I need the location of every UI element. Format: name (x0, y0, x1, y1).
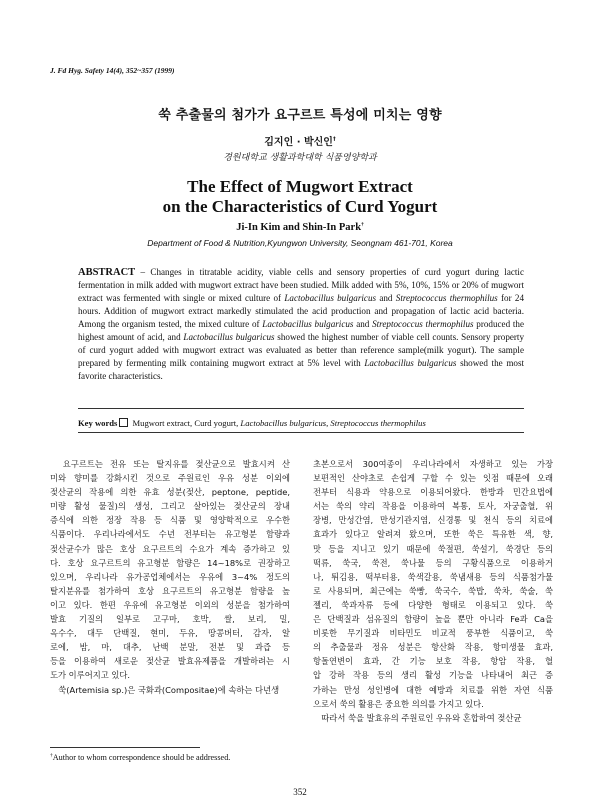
keyword-organism-1: Lactobacillus bulgaricus (240, 418, 327, 428)
abstract-text-5: produced the highest amount of acid, and (78, 319, 525, 342)
body-line: 식품이다. 우리나라에서도 수년 전부터는 유고형분 함량과 (50, 529, 290, 540)
abstract-organism-6: Lactobacillus bulgaricus (364, 358, 457, 368)
body-line: 항돌연변이 효과, 간 기능 보호 작용, 항암 작용, 혈 (313, 656, 553, 667)
abstract-organism-3: Lactobacillus bulgaricus (262, 319, 354, 329)
english-author-mark: † (361, 221, 364, 228)
abstract-organism-4: Streptococcus thermophilus (372, 319, 474, 329)
body-line: 으로서 쑥의 활용은 중요한 의의를 가지고 있다. (313, 698, 484, 709)
body-line: 젤리, 쑥과자류 등에 다양한 형태로 이용되고 있다. 쑥 (313, 599, 553, 610)
abstract-text-7: showed the most favorite characteristics. (78, 358, 525, 381)
keywords-text: Mugwort extract, Curd yogurt, (130, 418, 241, 428)
abstract-organism-1: Lactobacillus bulgaricus (284, 293, 377, 303)
korean-author-mark: † (332, 136, 336, 143)
korean-author-names: 김지인 · 박신인 (264, 137, 333, 148)
body-line: 증식에 의한 정장 작용 등 식품 및 영양학적으로 우수한 (50, 515, 290, 526)
english-title-line-1: The Effect of Mugwort Extract (187, 177, 413, 196)
body-line: 미량 활성 물질)의 생성, 그리고 살아있는 젖산균의 장내 (50, 501, 290, 512)
korean-authors (0, 133, 600, 148)
keywords-label: Key words (78, 418, 118, 428)
abstract-text-6: showed the highest number of viable cell counts. Sensory property of curd yogurt added with mugwort extract was evaluated as better than reference sample(milk yogurt). The sample prepared by fermenting milk containing mugwort extract at 5% level with (78, 332, 524, 368)
body-line: 등을 이용하여 새로운 젖산균 발효유제품을 개발하려는 시 (50, 656, 290, 667)
abstract-text-1: – Changes in titratable acidity, viable cells and sensory properties of curd yogurt during lactic fermentation in milk added with mugwort extract have been studied. Milk added with 5%, 10%, 15% or 20% of mugwort extract was fermented with single or mixed culture of (78, 267, 524, 303)
body-line: 가하는 만성 성인병에 대한 예방과 치료를 위한 자연 식품 (313, 684, 553, 695)
body-line: 도가 이루어지고 있다. (50, 670, 131, 681)
body-line: 젖산균의 작용에 의한 유효 성분(젖산, peptone, peptide, (50, 487, 290, 498)
keywords-top-rule (78, 408, 524, 409)
korean-affiliation: 경원대학교 생활과학대학 식품영양학과 (223, 153, 377, 163)
body-column-left (50, 457, 290, 697)
english-title-line-2: on the Characteristics of Curd Yogurt (162, 197, 438, 216)
keywords (78, 418, 524, 428)
keyword-organism-2: Streptococcus thermophilus (330, 418, 426, 428)
body-line: 다. 호상 요구르트의 유고형분 함량은 14~18%로 권장하고 (50, 557, 290, 568)
body-line: 쑥(Artemisia sp.)은 국화과(Compositae)에 속하는 다년생 (50, 684, 280, 695)
body-line: 전부터 식용과 약용으로 이용되어왔다. 한방과 민간요법에 (313, 487, 553, 498)
body-line: 맛 등을 지니고 있기 때문에 쑥절편, 쑥설기, 쑥경단 등의 (313, 543, 553, 554)
checkbox-glyph-icon (119, 418, 128, 427)
body-line: 요구르트는 전유 또는 탈지유를 젖산균으로 발효시켜 산 (50, 459, 290, 469)
abstract-organism-2: Streptococcus thermophilus (395, 293, 498, 303)
footnote-rule (50, 747, 200, 748)
body-line: 젖산균수가 많은 호상 요구르트의 수요가 계속 증가하고 있 (50, 543, 290, 554)
body-line: 이고 있다. 한편 우유에 유고형분 이외의 성분을 첨가하여 (50, 599, 290, 610)
body-line: 로 사용되며, 최근에는 쑥빵, 쑥국수, 쑥밥, 쑥차, 쑥술, 쑥 (313, 585, 553, 596)
body-line: 은 단백질과 섬유질의 함량이 높을 뿐만 아니라 Fe과 Ca을 (313, 614, 553, 625)
body-line: 떡류, 쑥국, 쑥전, 쑥나물 등의 구황식품으로 이용하거 (313, 557, 553, 568)
body-line: 나, 튀김용, 떡부터용, 쑥색갈용, 쑥냄새용 등의 식품첨가물 (313, 571, 553, 582)
abstract-text-3: for 24 hours. Addition of mugwort extract markedly stimulated the acid production and propagation of lactic acid bacteria. Among the organism tested, the mixed culture of (78, 293, 525, 329)
korean-title: 쑥 추출물의 첨가가 요구르트 특성에 미치는 영향 (158, 108, 442, 123)
body-line: 장병, 만성간염, 만성기관지염, 신경통 및 천식 등의 치료에 (313, 515, 553, 526)
body-line: 효과가 있다고 알려져 왔으며, 또한 쑥은 특유한 색, 향, (313, 529, 553, 540)
footnote-text: Author to whom correspondence should be addressed. (52, 753, 231, 762)
body-line: 압 강하 작용 등의 생리 활성 기능을 나타내어 최근 증 (313, 670, 553, 681)
body-line: 로에, 밤, 마, 대추, 난백 분말, 전분 및 과즙 등 (50, 642, 290, 653)
body-line: 보편적인 산야초로 손쉽게 구할 수 있는 잇점 때문에 오래 (313, 473, 553, 484)
abstract-label: ABSTRACT (78, 267, 136, 278)
abstract-text-2: and (376, 293, 396, 303)
page-number: 352 (293, 787, 307, 797)
abstract-organism-5: Lactobacillus bulgaricus (183, 332, 275, 342)
body-line: 탈지분유를 첨가하여 호상 요구르트의 유고형분 함량을 높 (50, 585, 290, 596)
abstract (78, 266, 524, 383)
body-column-right (313, 457, 553, 725)
body-line: 옥수수, 대두 단백질, 현미, 두유, 땅콩버터, 감자, 알 (50, 628, 290, 639)
abstract-text-4: and (353, 319, 373, 329)
body-line: 의 추출물과 정유 성분은 항산화 작용, 항미생물 효과, (313, 642, 553, 653)
body-line: 비롯한 무기질과 비타민도 비교적 풍부한 식품이고, 쑥 (313, 628, 553, 639)
english-affiliation: Department of Food & Nutrition,Kyungwon University, Seongnam 461-701, Korea (147, 238, 453, 248)
journal-citation: J. Fd Hyg. Safety 14(4), 352~357 (1999) (50, 66, 175, 75)
body-line: 있으며, 우리나라 유가공업체에서는 우유에 3~4% 정도의 (50, 571, 290, 582)
body-line: 초본으로서 300여종이 우리나라에서 자생하고 있는 가장 (313, 459, 553, 469)
body-line: 따라서 쑥을 발효유의 주원료인 우유와 혼합하여 젖산균 (313, 712, 522, 723)
english-author-names: Ji-In Kim and Shin-In Park (236, 222, 362, 233)
english-title (0, 177, 600, 217)
body-line: 발효 기질의 일부로 고구마, 호박, 쌀, 보리, 밀, (50, 614, 290, 625)
keywords-bottom-rule (78, 432, 524, 433)
body-line: 미와 향미를 강화시킨 것으로 주원료인 우유 성분 이외에 (50, 473, 290, 484)
footnote-mark: † (50, 752, 53, 759)
english-authors (0, 222, 600, 233)
body-line: 서는 쑥의 약리 작용을 이용하여 복통, 토사, 자궁출혈, 위 (313, 501, 553, 512)
footnote (50, 753, 230, 762)
keywords-separator: , (326, 418, 331, 428)
